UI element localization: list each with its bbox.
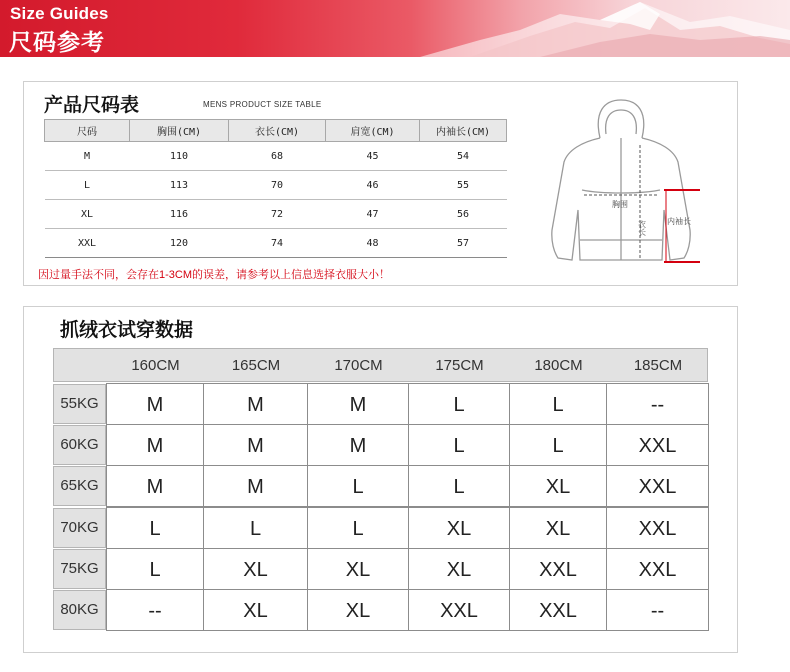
sleeve-cell: 56 — [420, 200, 507, 229]
banner-title-cn: 尺码参考 — [9, 30, 105, 56]
size-cell: L — [45, 171, 130, 200]
size-recommendation-cell: L — [106, 548, 204, 590]
size-cell: XL — [45, 200, 130, 229]
size-recommendation-cell: L — [408, 424, 510, 466]
trial-fit-panel — [23, 306, 738, 653]
product-size-table — [44, 119, 507, 258]
jacket-outline — [552, 100, 690, 260]
size-cell: XXL — [45, 229, 130, 258]
size-recommendation-cell: XXL — [509, 589, 607, 631]
size-recommendation-cell: L — [408, 465, 510, 507]
size-recommendation-cell: -- — [106, 589, 204, 631]
size-recommendation-cell: XXL — [606, 507, 709, 549]
size-recommendation-cell: XL — [307, 589, 409, 631]
size-recommendation-cell: M — [307, 424, 409, 466]
shoulder-header: 肩宽(CM) — [326, 120, 420, 142]
table-row — [45, 200, 507, 229]
trial-table-title: 抓绒衣试穿数据 — [60, 319, 194, 341]
weight-label: 60KG — [53, 425, 106, 465]
height-header: 175CM — [435, 357, 484, 374]
size-recommendation-cell: L — [307, 465, 409, 507]
size-recommendation-cell: XL — [307, 548, 409, 590]
size-recommendation-cell: M — [106, 465, 204, 507]
size-recommendation-cell: XL — [408, 548, 510, 590]
size-recommendation-cell: XL — [408, 507, 510, 549]
product-size-panel — [23, 81, 738, 286]
size-recommendation-cell: L — [203, 507, 308, 549]
length-label: 衣长 — [637, 220, 647, 236]
size-recommendation-cell: M — [307, 383, 409, 425]
size-recommendation-cell: -- — [606, 383, 709, 425]
size-recommendation-cell: XXL — [606, 548, 709, 590]
sleeve-cell: 54 — [420, 142, 507, 171]
height-header: 185CM — [633, 357, 683, 374]
chest-cell: 116 — [130, 200, 229, 229]
size-recommendation-cell: XL — [509, 507, 607, 549]
height-header: 170CM — [334, 357, 383, 374]
size-recommendation-cell: M — [203, 424, 308, 466]
size-header: 尺码 — [45, 120, 130, 142]
size-recommendation-cell: -- — [606, 589, 709, 631]
chest-cell: 120 — [130, 229, 229, 258]
measurement-note: 因过量手法不同，会存在1-3CM的误差，请参考以上信息选择衣服大小！ — [38, 269, 391, 281]
size-recommendation-cell: XXL — [606, 465, 709, 507]
shoulder-cell: 47 — [326, 200, 420, 229]
sleeve-cell: 55 — [420, 171, 507, 200]
length-cell: 72 — [229, 200, 326, 229]
size-recommendation-cell: M — [106, 383, 204, 425]
length-header: 衣长(CM) — [229, 120, 326, 142]
jacket-diagram — [542, 90, 707, 270]
chest-cell: 113 — [130, 171, 229, 200]
height-header: 180CM — [534, 357, 583, 374]
size-recommendation-cell: XL — [509, 465, 607, 507]
shoulder-cell: 46 — [326, 171, 420, 200]
height-header: 165CM — [231, 357, 281, 374]
trial-fit-table — [53, 348, 708, 630]
size-recommendation-cell: M — [106, 424, 204, 466]
size-recommendation-cell: XXL — [509, 548, 607, 590]
size-recommendation-cell: L — [509, 383, 607, 425]
size-table-subtitle: MENS PRODUCT SIZE TABLE — [203, 100, 322, 109]
size-recommendation-cell: M — [203, 383, 308, 425]
sleeve-header: 内袖长(CM) — [420, 120, 507, 142]
table-row — [45, 142, 507, 171]
length-cell: 70 — [229, 171, 326, 200]
length-cell: 68 — [229, 142, 326, 171]
size-table-title: 产品尺码表 — [44, 94, 140, 116]
size-recommendation-cell: M — [203, 465, 308, 507]
weight-label: 70KG — [53, 508, 106, 548]
chest-header: 胸围(CM) — [130, 120, 229, 142]
banner-title-en: Size Guides — [10, 4, 109, 23]
height-header: 160CM — [131, 357, 180, 374]
size-recommendation-cell: L — [307, 507, 409, 549]
table-row — [45, 171, 507, 200]
size-recommendation-cell: XL — [203, 548, 308, 590]
size-cell: M — [45, 142, 130, 171]
size-recommendation-cell: L — [509, 424, 607, 466]
size-table-header-row — [45, 120, 507, 142]
height-header-row — [53, 348, 708, 382]
weight-label: 65KG — [53, 466, 106, 506]
weight-label: 80KG — [53, 590, 106, 630]
sleeve-label: 内袖长 — [667, 217, 691, 226]
size-guide-banner — [0, 0, 790, 57]
size-recommendation-cell: XXL — [408, 589, 510, 631]
table-row — [45, 229, 507, 258]
chest-cell: 110 — [130, 142, 229, 171]
mountain-illustration — [0, 0, 790, 57]
size-recommendation-cell: XXL — [606, 424, 709, 466]
weight-label: 75KG — [53, 549, 106, 589]
sleeve-cell: 57 — [420, 229, 507, 258]
shoulder-cell: 45 — [326, 142, 420, 171]
chest-label: 胸围 — [612, 200, 628, 209]
size-recommendation-cell: L — [408, 383, 510, 425]
shoulder-cell: 48 — [326, 229, 420, 258]
weight-label: 55KG — [53, 384, 106, 424]
size-recommendation-cell: XL — [203, 589, 308, 631]
length-cell: 74 — [229, 229, 326, 258]
size-recommendation-cell: L — [106, 507, 204, 549]
